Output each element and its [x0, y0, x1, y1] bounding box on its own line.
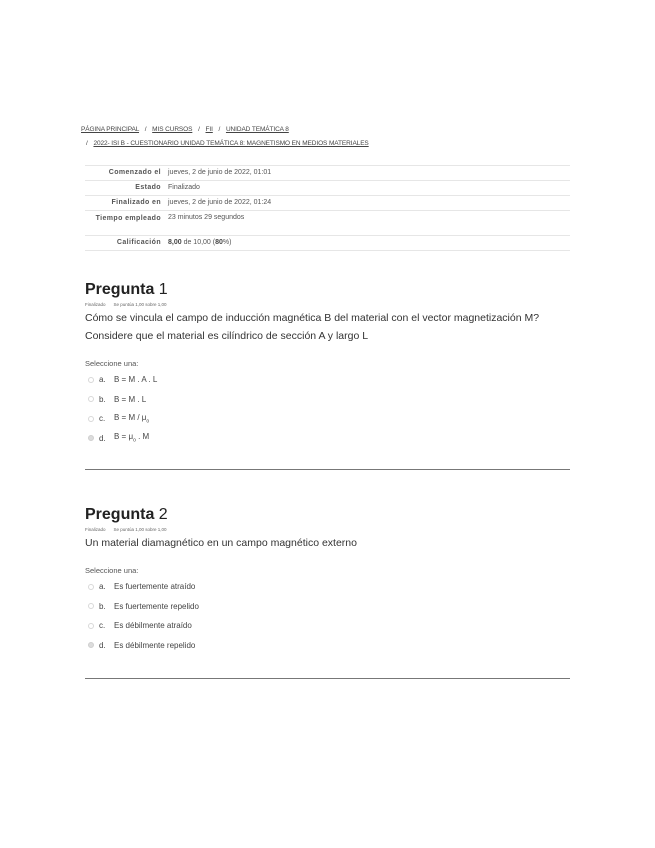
radio-button-selected[interactable]: [88, 435, 94, 441]
option-text: B = M . A . L: [114, 375, 158, 385]
summary-value: [168, 236, 570, 250]
option-letter: b.: [99, 601, 106, 611]
answer-option[interactable]: [85, 390, 570, 410]
option-letter: a.: [99, 582, 106, 592]
option-letter: d.: [99, 640, 106, 650]
question-title: [85, 281, 570, 299]
summary-row-completed: [85, 195, 570, 210]
answer-option[interactable]: [85, 616, 570, 636]
radio-button-selected[interactable]: [88, 642, 94, 648]
radio-button[interactable]: [88, 396, 94, 402]
question-number: 1: [158, 281, 168, 298]
question-label: Pregunta: [85, 506, 155, 523]
radio-button[interactable]: [88, 377, 94, 383]
option-subscript: o: [133, 438, 136, 445]
grade-percent: 80: [215, 239, 223, 246]
answer-option[interactable]: [85, 597, 570, 617]
option-text: [114, 432, 149, 444]
answer-option[interactable]: [85, 636, 570, 656]
summary-label: Comenzado el: [108, 169, 161, 176]
answer-options: [85, 577, 570, 655]
option-letter: d.: [99, 433, 106, 443]
question-1: [85, 281, 570, 448]
question-2: [85, 506, 570, 655]
question-text: Un material diamagnético en un campo magnético externo: [85, 537, 357, 549]
summary-label: Finalizado en: [111, 199, 161, 206]
answer-option[interactable]: [85, 577, 570, 597]
answer-options: [85, 370, 570, 448]
option-text-main: B = μ: [114, 432, 134, 442]
breadcrumb-separator: /: [144, 126, 147, 133]
grade-total: de 10,00 (: [181, 239, 216, 246]
answer-option[interactable]: [85, 370, 570, 390]
summary-value: jueves, 2 de junio de 2022, 01:24: [168, 199, 272, 206]
answer-option[interactable]: [85, 429, 570, 449]
question-title: [85, 506, 570, 524]
option-text: B = M . L: [114, 394, 147, 404]
attempt-summary-table: [85, 165, 570, 251]
answer-prompt: Seleccione una:: [85, 566, 139, 575]
option-text: Es fuertemente atraído: [114, 582, 196, 592]
question-grade: Se puntúa 1,00 sobre 1,00: [113, 527, 167, 532]
grade-percent-end: %): [222, 239, 232, 246]
question-info: [85, 527, 570, 532]
question-status: Finalizado: [85, 527, 106, 532]
answer-prompt: Seleccione una:: [85, 359, 139, 368]
option-letter: c.: [99, 414, 106, 424]
summary-label: Estado: [135, 184, 161, 191]
question-text: Cómo se vincula el campo de inducción magnética B del material con el vector magnetización M? Considere que el material es cilíndrico de sección A y largo L: [85, 312, 540, 342]
option-text-main: B = M / μ: [114, 412, 147, 422]
option-text: Es débilmente repelido: [114, 640, 196, 650]
breadcrumb-quiz-link[interactable]: 2022- ISI B - CUESTIONARIO UNIDAD TEMÁTICA 8: MAGNETISMO EN MEDIOS MATERIALES: [93, 140, 369, 147]
answer-option[interactable]: [85, 409, 570, 429]
question-divider: [85, 678, 570, 679]
summary-row-grade: [85, 235, 570, 251]
radio-button[interactable]: [88, 603, 94, 609]
breadcrumb-separator: /: [198, 126, 200, 133]
summary-value: Finalizado: [168, 184, 200, 191]
question-grade: Se puntúa 1,00 sobre 1,00: [113, 302, 167, 307]
breadcrumb-course-link[interactable]: FII: [205, 126, 213, 133]
breadcrumb-my-courses-link[interactable]: MIS CURSOS: [152, 126, 193, 133]
summary-value: 23 minutos 29 segundos: [168, 214, 245, 221]
summary-label: Tiempo empleado: [95, 215, 161, 222]
radio-button[interactable]: [88, 623, 94, 629]
option-letter: b.: [99, 394, 106, 404]
question-label: Pregunta: [85, 281, 155, 298]
option-text: [114, 413, 149, 425]
summary-value: jueves, 2 de junio de 2022, 01:01: [168, 169, 272, 176]
question-divider: [85, 469, 570, 470]
summary-row-time-taken: [85, 210, 570, 235]
option-subscript: o: [146, 418, 150, 425]
breadcrumb-separator: /: [218, 126, 221, 133]
option-text: Es débilmente atraído: [114, 621, 192, 631]
breadcrumb: [81, 123, 581, 151]
summary-label: Calificación: [116, 239, 161, 246]
grade-score: 8,00: [168, 239, 182, 246]
question-info: [85, 302, 570, 307]
radio-button[interactable]: [88, 416, 94, 422]
summary-row-started: [85, 165, 570, 180]
breadcrumb-unit-link[interactable]: UNIDAD TEMÁTICA 8: [225, 126, 289, 133]
option-text-tail: . M: [135, 432, 150, 442]
breadcrumb-home-link[interactable]: PÁGINA PRINCIPAL: [81, 126, 140, 133]
option-letter: c.: [99, 621, 106, 631]
breadcrumb-separator: /: [86, 140, 88, 147]
option-letter: a.: [99, 375, 106, 385]
question-number: 2: [158, 506, 168, 523]
option-text: Es fuertemente repelido: [114, 601, 199, 611]
summary-row-state: [85, 180, 570, 195]
radio-button[interactable]: [88, 584, 94, 590]
question-status: Finalizado: [85, 302, 106, 307]
